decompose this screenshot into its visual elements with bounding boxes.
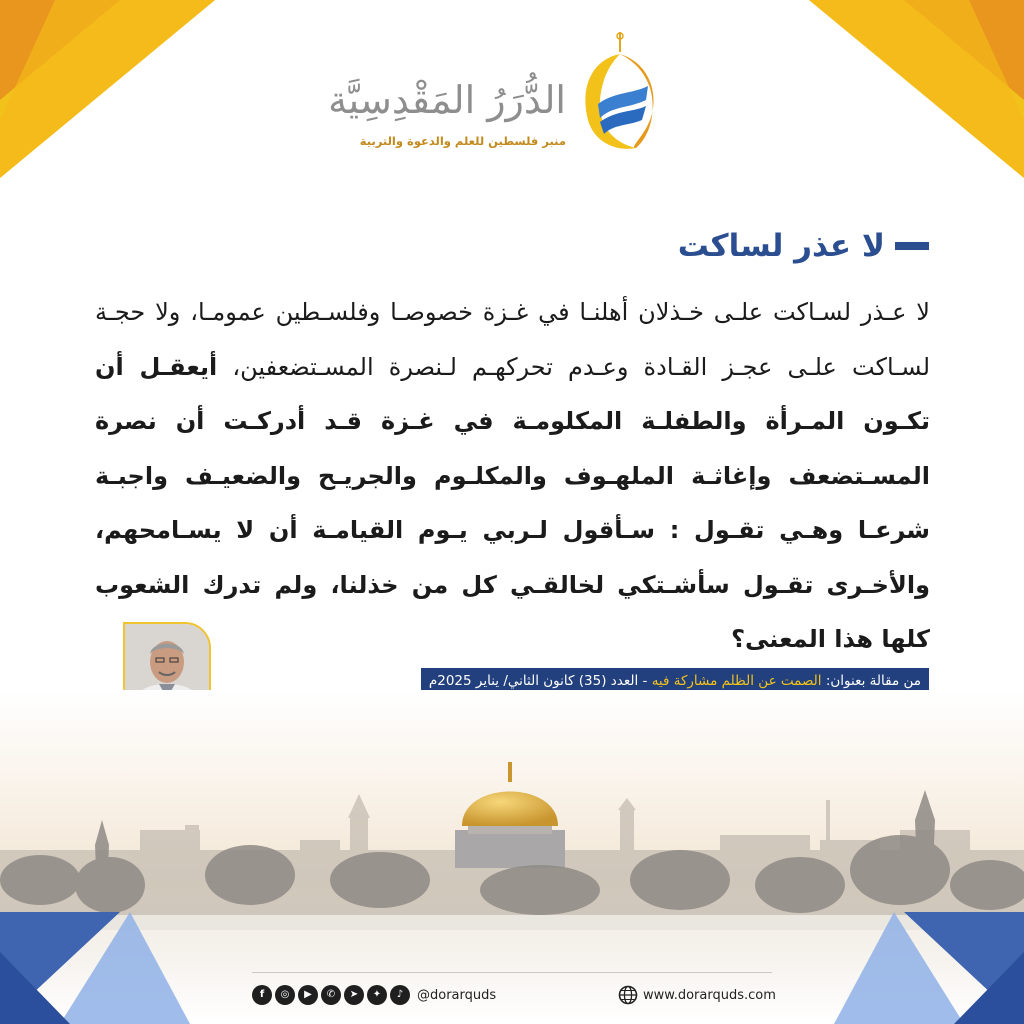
tiktok-icon[interactable]: ♪ xyxy=(390,985,410,1005)
logo-subtitle: منبر فلسطين للعلم والدعوة والتربية xyxy=(359,134,566,148)
corner-decoration-bottom-left xyxy=(0,912,190,1024)
logo-emblem-icon xyxy=(580,30,660,158)
article-body xyxy=(95,285,930,667)
headline xyxy=(678,228,929,264)
article-body-intro: لا عـذر لسـاكت علـى خـذلان أهلنـا في غـزة خصوصـا وفلسـطين عمومـا، ولا حجـة لسـاكت علـى عجـز القـادة وعـدم تحركهـم لـنصرة المسـتضعفين، xyxy=(95,298,931,381)
whatsapp-icon[interactable]: ✆ xyxy=(321,985,341,1005)
corner-decoration-top-right xyxy=(809,0,1024,180)
facebook-icon[interactable]: f xyxy=(252,985,272,1005)
website-link[interactable] xyxy=(618,985,776,1005)
footer-divider xyxy=(252,972,772,973)
citation-title: الصمت عن الظلم مشاركة فيه xyxy=(651,673,822,689)
twitter-icon[interactable]: ✦ xyxy=(367,985,387,1005)
headline-bar-icon xyxy=(895,242,929,250)
corner-decoration-bottom-right xyxy=(834,912,1024,1024)
social-links xyxy=(252,985,496,1005)
article-body-bold: أيعقـل أن تكـون المـرأة والطفلـة المكلومـة في غـزة قـد أدركـت أن نصرة المسـتضعف وإغاثـة الملهـوف والمكلـوم والجريـح والضعيـف واجبـة شرعـا وهـي تقـول : سـأقول لـربي يـوم القيامـة أن لا يسـامحهم، والأخـرى تقـول سأشـتكي لخالقـي كل من خذلنا، ولم تدرك الشعوب كلها هذا المعنى؟ xyxy=(95,352,930,653)
brand-logo xyxy=(328,30,658,160)
headline-text: لا عذر لساكت xyxy=(677,228,885,264)
citation-prefix: من مقالة بعنوان: xyxy=(825,673,921,689)
social-handle[interactable]: @dorarquds xyxy=(417,987,497,1003)
logo-title: الدُّرَرُ المَقْدِسِيَّة xyxy=(328,78,566,122)
citation-suffix: - العدد (35) كانون الثاني/ يناير 2025م xyxy=(428,673,648,689)
globe-icon xyxy=(618,985,638,1005)
telegram-icon[interactable]: ➤ xyxy=(344,985,364,1005)
website-url[interactable]: www.dorarquds.com xyxy=(643,987,776,1003)
instagram-icon[interactable]: ◎ xyxy=(275,985,295,1005)
youtube-icon[interactable]: ▶ xyxy=(298,985,318,1005)
corner-decoration-top-left xyxy=(0,0,215,180)
